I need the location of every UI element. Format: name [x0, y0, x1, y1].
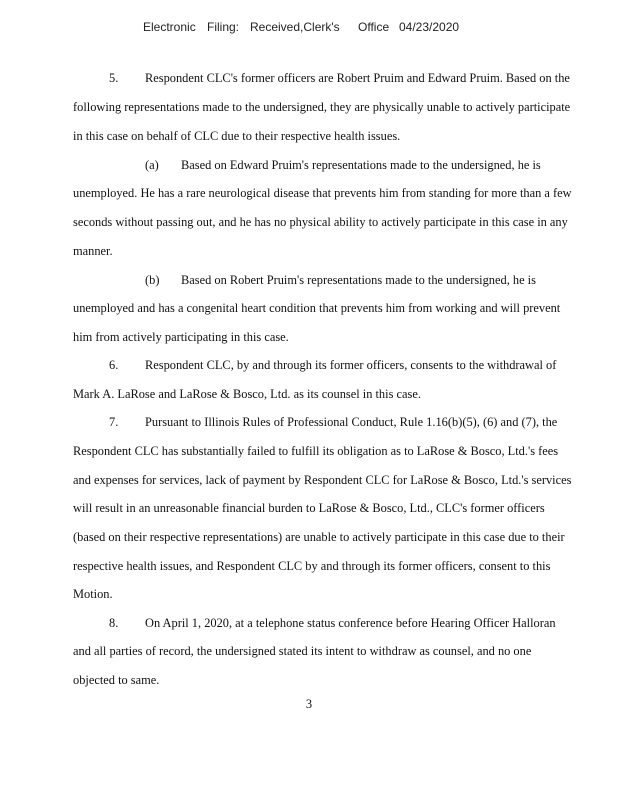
text-line: Based on Edward Pruim's representations made to the undersigned, he is	[181, 158, 541, 172]
text-line: (based on their respective representations) are unable to actively participate in this case due to their	[73, 530, 565, 544]
header-received: Received,Clerk's	[250, 20, 340, 34]
subparagraph-label: (b)	[145, 273, 160, 287]
text-line: Mark A. LaRose and LaRose & Bosco, Ltd. as its counsel in this case.	[73, 387, 421, 401]
text-line: unemployed. He has a rare neurological disease that prevents him from standing for more than a few	[73, 186, 572, 200]
text-line: him from actively participating in this case.	[73, 330, 289, 344]
text-line: Respondent CLC has substantially failed to fulfill its obligation as to LaRose & Bosco, Ltd.'s fees	[73, 444, 559, 458]
paragraph-number: 6.	[109, 358, 119, 372]
text-line: and all parties of record, the undersigned stated its intent to withdraw as counsel, and no one	[73, 644, 532, 658]
paragraph-number: 7.	[109, 415, 119, 429]
text-line: following representations made to the undersigned, they are physically unable to actively participate	[73, 100, 571, 114]
text-line: Motion.	[73, 587, 113, 601]
text-line: unemployed and has a congenital heart condition that prevents him from working and will prevent	[73, 301, 561, 315]
text-line: Pursuant to Illinois Rules of Professional Conduct, Rule 1.16(b)(5), (6) and (7), the	[145, 415, 558, 429]
text-line: manner.	[73, 244, 113, 258]
subparagraph-label: (a)	[145, 158, 159, 172]
header-filing: Filing:	[207, 20, 240, 34]
text-line: objected to same.	[73, 673, 160, 687]
text-line: in this case on behalf of CLC due to their respective health issues.	[73, 129, 401, 143]
paragraph-number: 5.	[109, 71, 119, 85]
text-line: Based on Robert Pruim's representations made to the undersigned, he is	[181, 273, 536, 287]
text-line: and expenses for services, lack of payment by Respondent CLC for LaRose & Bosco, Ltd.'s services	[73, 473, 572, 487]
header-date: 04/23/2020	[399, 20, 460, 34]
header-electronic: Electronic	[143, 20, 196, 34]
text-line: respective health issues, and Respondent CLC by and through its former officers, consent to this	[73, 559, 551, 573]
header-office: Office	[358, 20, 390, 34]
text-line: On April 1, 2020, at a telephone status conference before Hearing Officer Halloran	[145, 616, 556, 630]
page-number: 3	[305, 697, 313, 711]
paragraph-number: 8.	[109, 616, 119, 630]
text-line: Respondent CLC, by and through its former officers, consents to the withdrawal of	[145, 358, 557, 372]
text-line: seconds without passing out, and he has no physical ability to actively participate in this case in any	[73, 215, 568, 229]
text-line: Respondent CLC's former officers are Robert Pruim and Edward Pruim. Based on the	[145, 71, 570, 85]
text-line: will result in an unreasonable financial burden to LaRose & Bosco, Ltd., CLC's former officers	[73, 501, 545, 515]
